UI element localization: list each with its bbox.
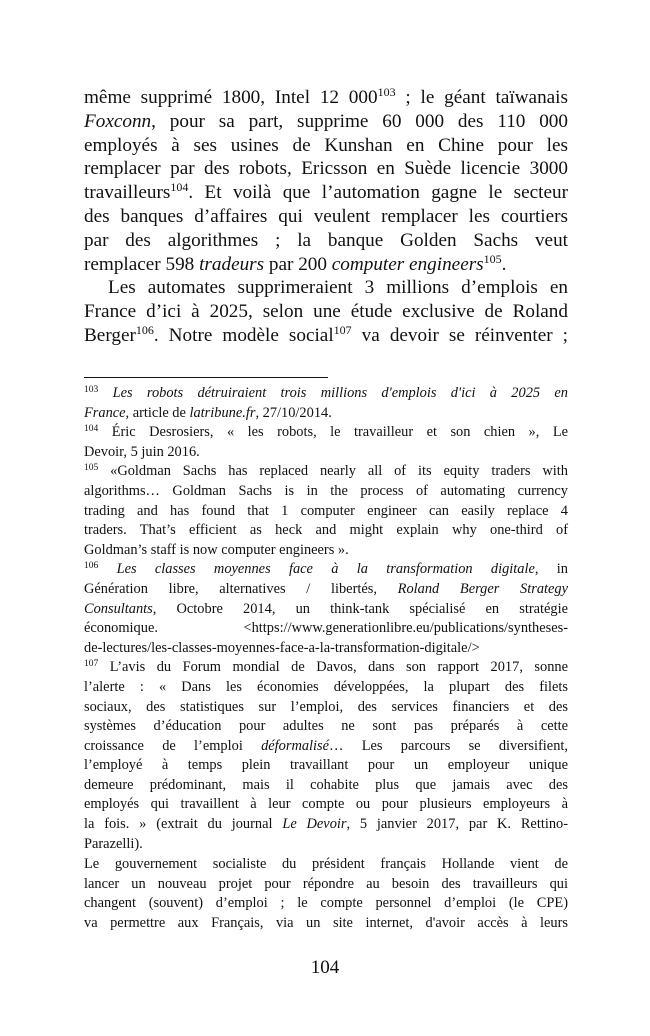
footnote-line: [84, 678, 568, 698]
text-run: par des algorithmes ; la banque Golden Sachs veut: [84, 229, 568, 251]
text-line: [84, 86, 568, 110]
text-run: par 200: [264, 253, 332, 275]
text-line: [84, 324, 568, 348]
text-run: remplacer 598: [84, 253, 200, 275]
text-line: [84, 205, 568, 229]
footnote-line: [84, 795, 568, 815]
footnote-line: [84, 423, 568, 443]
text-line: [84, 110, 568, 134]
text-run: ; le géant taïwanais: [395, 87, 568, 108]
footnote-line: [84, 776, 568, 796]
footnote-line: [84, 443, 568, 463]
text-run: . Notre modèle social: [153, 324, 334, 346]
footnote-reference: 107: [333, 322, 352, 337]
footnote-reference: 103: [377, 85, 396, 99]
footnote-line: [84, 482, 568, 502]
italic-text: France,: [84, 404, 130, 421]
footnote-line: [84, 894, 568, 914]
footnote-line: [84, 875, 568, 895]
footnote-reference: 106: [135, 322, 154, 337]
footnote-line: [84, 737, 568, 757]
footnote-line: [84, 698, 568, 718]
text-run: Octobre 2014, un think-tank spécialisé en stratégie: [156, 600, 568, 617]
text-line: [84, 181, 568, 205]
italic-text: Les classes moyennes face à la transformation digitale: [116, 561, 535, 578]
text-line: [84, 157, 568, 181]
text-run: Devoir, 5 juin 2016.: [84, 443, 200, 460]
footnotes: [84, 384, 568, 934]
footnote-reference: 105: [483, 251, 502, 266]
footnote-line: [84, 580, 568, 600]
text-line: [84, 300, 568, 324]
text-run: , 5 janvier 2017, par K. Rettino-: [346, 816, 569, 833]
text-run: systèmes d’éducation pour adultes ne sont pas préparés à cette: [84, 718, 568, 735]
text-run: . Et voilà que l’automation gagne le secteur: [188, 182, 568, 204]
text-run: employés à ses usines de Kunshan en Chine pour les: [84, 134, 568, 156]
text-run: l’alerte : « Dans les économies développées, la plupart des filets: [84, 678, 568, 695]
text-run: la fois. » (extrait du journal: [84, 816, 283, 833]
footnote-line: [84, 756, 568, 776]
italic-text: tradeurs: [199, 253, 265, 275]
text-run: France d’ici à 2025, selon une étude exclusive de Roland: [84, 301, 568, 323]
text-run: , pour sa part, supprime 60 000 des 110 000: [151, 110, 568, 132]
footnote-reference: 106: [84, 561, 99, 572]
text-run: .: [501, 253, 507, 275]
footnote-line: [84, 462, 568, 482]
footnote-reference: 103: [84, 385, 99, 395]
footnote-line: [84, 560, 568, 580]
text-run: Le gouvernement socialiste du président français Hollande vient de: [84, 856, 568, 873]
footnote-line: [84, 502, 568, 522]
footnote-reference: 104: [84, 424, 99, 435]
text-run: Génération libre, alternatives / libertés,: [84, 580, 398, 597]
footnote-line: [84, 658, 568, 678]
footnote-reference: 107: [84, 659, 99, 670]
text-run: , in: [534, 561, 568, 578]
text-run: Goldman’s staff is now computer engineers ».: [84, 541, 349, 558]
footnote-line: [84, 717, 568, 737]
text-run: va permettre aux Français, via un site internet, d'avoir accès à leurs: [84, 915, 568, 932]
text-run: changent (souvent) d’emploi ; le compte personnel d’emploi (le CPE): [84, 895, 568, 912]
text-run: lancer un nouveau projet pour répondre au besoin des travailleurs qui: [84, 875, 568, 892]
text-run: travailleurs: [84, 182, 171, 204]
italic-text: Le Devoir: [282, 816, 347, 833]
text-run: … Les parcours se diversifient,: [329, 737, 568, 754]
footnote-reference: 105: [84, 463, 99, 474]
italic-text: Consultants,: [84, 600, 157, 617]
footnote-line: [84, 835, 568, 855]
text-run: [98, 385, 112, 401]
italic-text: latribune.fr: [189, 404, 256, 421]
footnote-line: [84, 639, 568, 659]
text-line: [84, 134, 568, 158]
italic-text: Foxconn: [84, 110, 152, 132]
text-run: demeure prédominant, mais il cohabite plus que jamais avec des: [84, 776, 568, 793]
text-run: l’employé à temps plein travaillant pour un employeur unique: [84, 757, 568, 774]
text-line: [84, 253, 568, 277]
text-run: , 27/10/2014.: [255, 404, 332, 421]
footnote-line: [84, 384, 568, 404]
text-run: Éric Desrosiers, « les robots, le travailleur et son chien », Le: [98, 424, 568, 441]
body-text: [84, 86, 568, 348]
text-run: trading and has found that 1 computer engineer can easily replace 4: [84, 502, 568, 519]
text-run: L’avis du Forum mondial de Davos, dans son rapport 2017, sonne: [98, 659, 568, 676]
text-run: des banques d’affaires qui veulent remplacer les courtiers: [84, 205, 568, 227]
text-run: traders. That’s efficient as heck and might explain why one-third of: [84, 522, 568, 539]
text-run: va devoir se réinventer ;: [351, 324, 568, 346]
text-run: article de: [129, 404, 190, 421]
text-run: algorithms… Goldman Sachs is in the process of automating currency: [84, 482, 568, 499]
text-run: Berger: [84, 324, 136, 346]
text-run: même supprimé 1800, Intel 12 000: [84, 87, 378, 108]
text-run: Les automates supprimeraient 3 millions d’emplois en: [108, 277, 568, 299]
italic-text: Roland Berger Strategy: [397, 580, 568, 597]
text-run: employés qui travaillent à leur compte ou pour plusieurs employeurs à: [84, 796, 568, 813]
footnote-reference: 104: [170, 180, 189, 195]
footnote-line: [84, 815, 568, 835]
footnote-separator: [84, 377, 328, 378]
text-run: de-lectures/les-classes-moyennes-face-a-la-transformation-digitale/>: [84, 639, 480, 656]
text-run: «Goldman Sachs has replaced nearly all of its equity traders with: [98, 463, 568, 480]
text-run: croissance de l’emploi: [84, 737, 262, 754]
text-run: Parazelli).: [84, 835, 143, 852]
text-run: sociaux, des statistiques sur l’emploi, des services financiers et des: [84, 698, 568, 715]
footnote-line: [84, 855, 568, 875]
text-line: [84, 276, 568, 300]
text-run: remplacer par des robots, Ericsson en Suède licencie 3000: [84, 158, 568, 180]
footnote-line: [84, 404, 568, 424]
italic-text: Les robots détruiraient trois millions d'emplois d'ici à 2025 en: [112, 385, 568, 401]
footnote-line: [84, 914, 568, 934]
footnote-line: [84, 541, 568, 561]
page-number: 104: [310, 957, 340, 978]
text-run: économique. <https://www.generationlibre.eu/publications/syntheses-: [84, 620, 568, 637]
footnote-line: [84, 619, 568, 639]
footnote-line: [84, 600, 568, 620]
text-line: [84, 229, 568, 253]
italic-text: computer engineers: [331, 253, 484, 275]
text-run: [98, 561, 116, 577]
italic-text: déformalisé: [261, 737, 330, 754]
footnote-line: [84, 521, 568, 541]
